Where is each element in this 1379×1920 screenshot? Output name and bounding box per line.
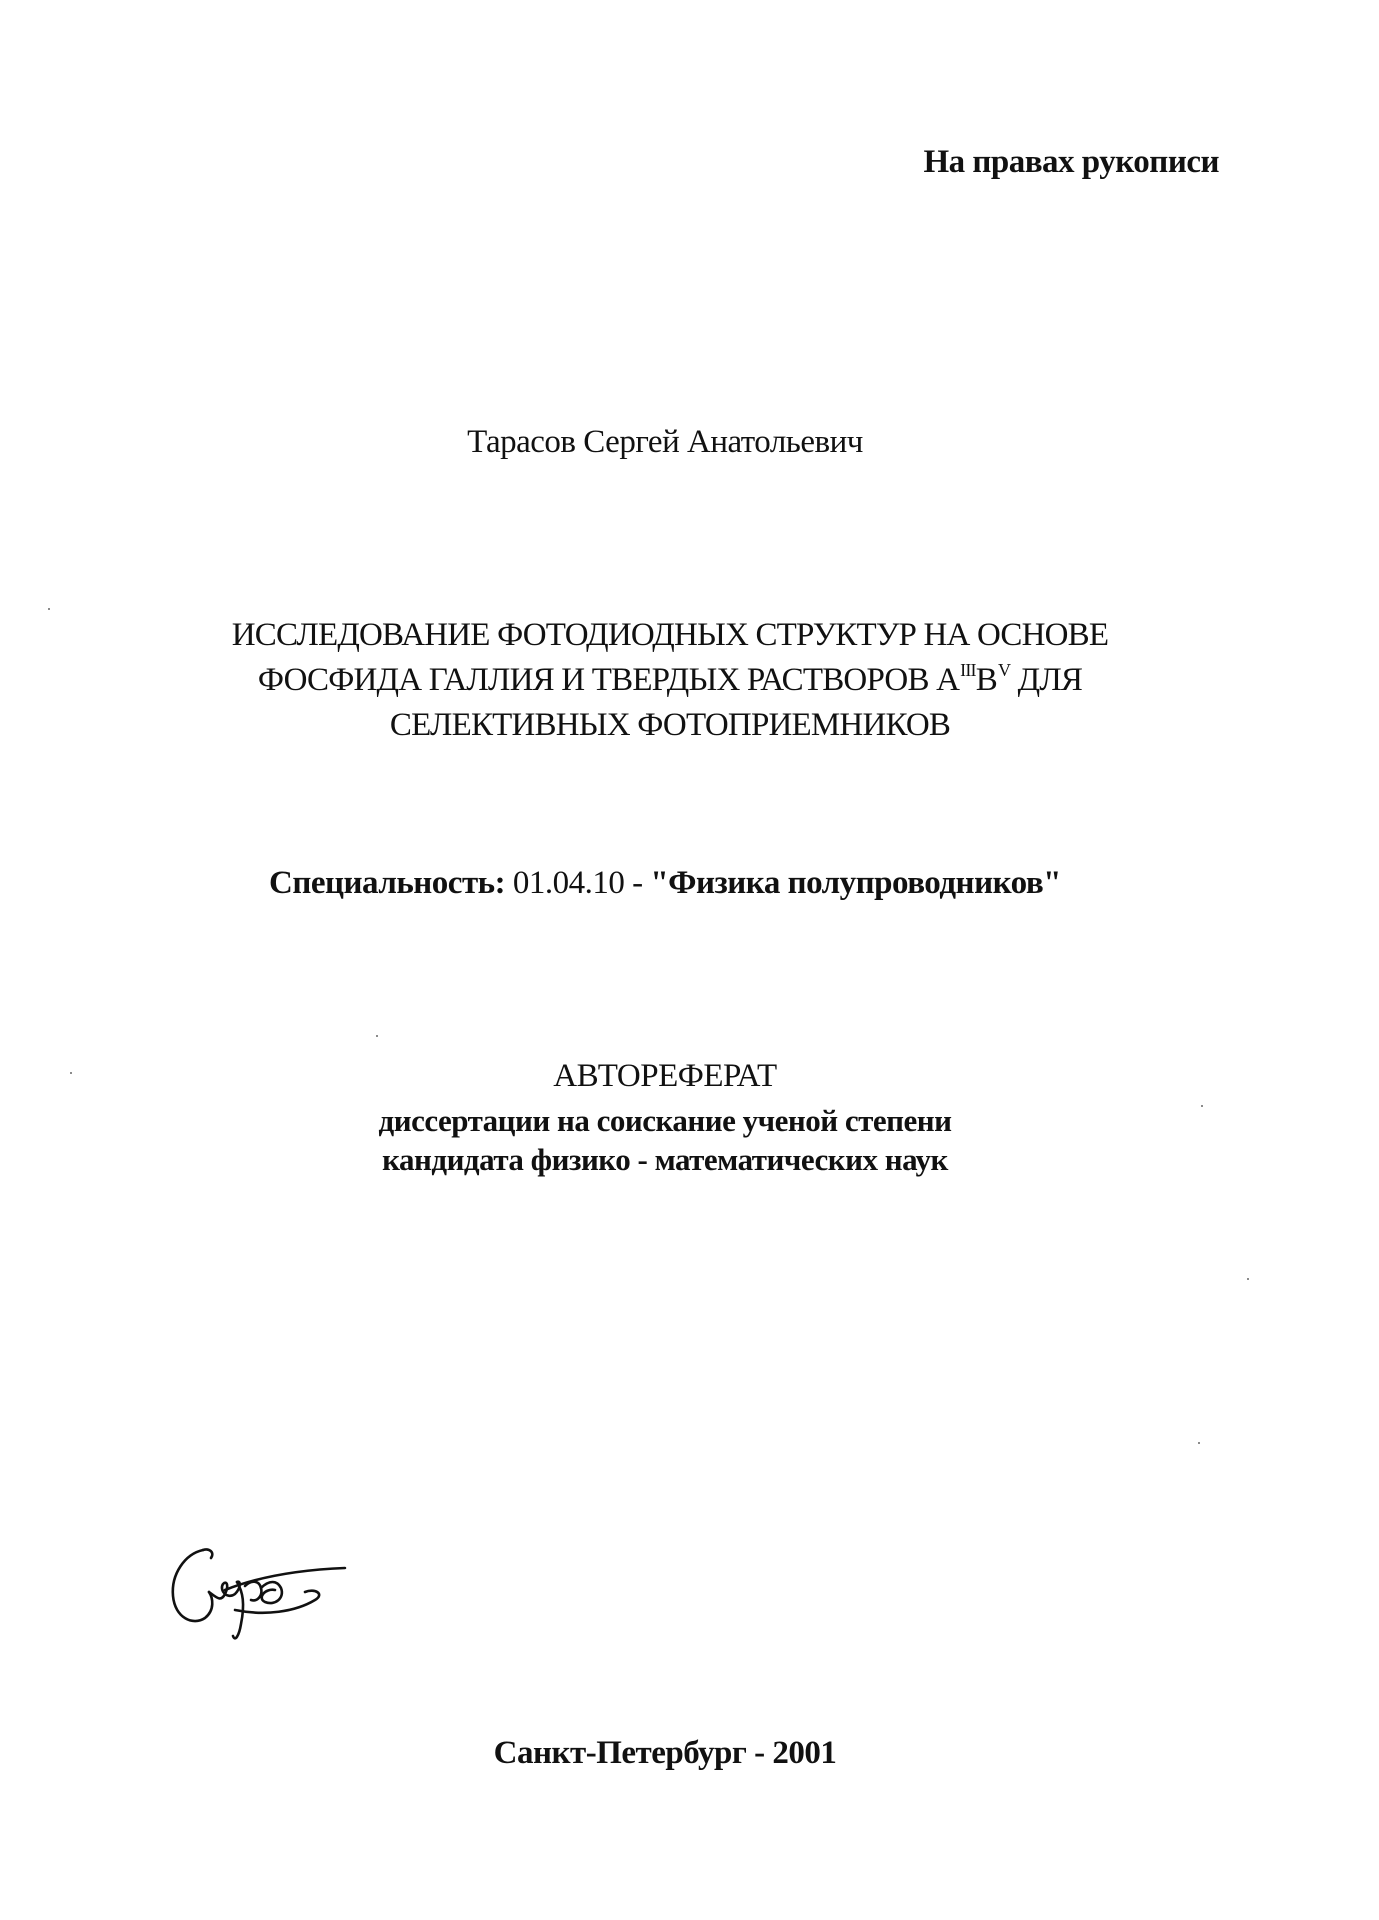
city-year: Санкт-Петербург - 2001 <box>493 1735 837 1771</box>
superscript-iii: III <box>960 660 976 680</box>
title-line-1: ИССЛЕДОВАНИЕ ФОТОДИОДНЫХ СТРУКТУР НА ОСНОВЕ <box>231 617 1109 653</box>
scan-speck <box>1201 1105 1203 1107</box>
scan-speck <box>70 1072 72 1074</box>
specialty-code: 01.04.10 - <box>505 865 651 901</box>
abstract-heading: АВТОРЕФЕРАТ <box>553 1058 777 1094</box>
rights-note: На правах рукописи <box>923 144 1219 180</box>
scan-speck <box>48 608 50 610</box>
title-line-2-b: В <box>975 662 997 698</box>
superscript-v: V <box>997 660 1011 680</box>
scan-speck <box>1198 1442 1200 1444</box>
scan-speck <box>376 1035 378 1037</box>
abstract-line-1: диссертации на соискание ученой степени <box>378 1103 952 1138</box>
author-name: Тарасов Сергей Анатольевич <box>467 424 863 460</box>
title-line-2-text: ФОСФИДА ГАЛЛИЯ И ТВЕРДЫХ РАСТВОРОВ А <box>257 662 960 698</box>
specialty-line <box>0 865 1330 902</box>
specialty-name: "Физика полупроводников" <box>650 865 1061 901</box>
title-line-2 <box>0 662 1340 699</box>
handwritten-signature <box>165 1540 355 1650</box>
scan-speck <box>1247 1278 1249 1280</box>
abstract-line-2: кандидата физико - математических наук <box>382 1142 948 1177</box>
specialty-label: Специальность: <box>269 865 506 901</box>
title-line-3: СЕЛЕКТИВНЫХ ФОТОПРИЕМНИКОВ <box>389 707 951 743</box>
title-line-2-end: ДЛЯ <box>1010 662 1083 698</box>
